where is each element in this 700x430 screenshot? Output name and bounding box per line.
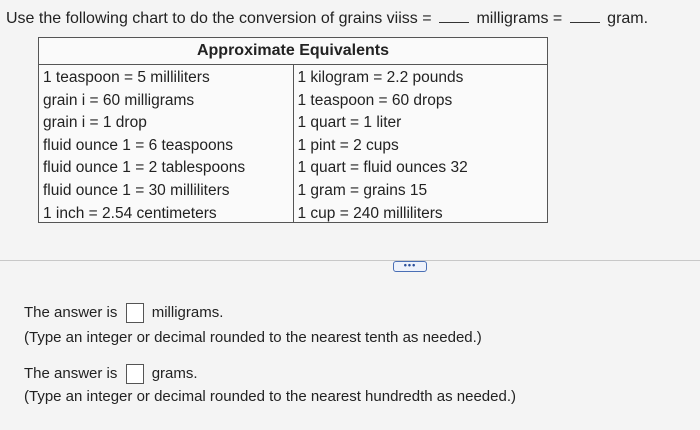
table-cell: 1 gram = grains 15 [297,181,428,199]
answer-prefix: The answer is [24,303,118,321]
answer-milligrams-note: (Type an integer or decimal rounded to the nearest tenth as needed.) [24,329,482,346]
question-text [6,8,696,28]
more-button[interactable]: ••• [393,261,427,272]
table-cell: 1 teaspoon = 5 milliliters [43,69,210,86]
table-title: Approximate Equivalents [39,38,547,65]
equivalents-table [38,37,548,223]
answer-unit: grams. [151,364,198,382]
blank-milligrams [439,8,469,23]
table-cell: 1 pint = 2 cups [297,136,399,154]
table-right-column [293,65,548,223]
blank-grams [570,8,600,23]
table-cell: 1 quart = 1 liter [297,114,402,132]
table-cell: grain i = 60 milligrams [43,91,195,109]
question-prefix: Use the following chart to do the conversion of grains viiss = [6,10,432,27]
table-cell: 1 inch = 2.54 centimeters [43,204,217,222]
answer-milligrams-line [24,303,223,323]
answer-grams-line [24,364,198,384]
table-cell: 1 kilogram = 2.2 pounds [297,69,464,86]
question-suffix: gram. [607,10,649,27]
table-cell: 1 quart = fluid ounces 32 [297,159,468,177]
answer-grams-note: (Type an integer or decimal rounded to the nearest hundredth as needed.) [24,388,516,405]
table-cell: fluid ounce 1 = 2 tablespoons [43,159,246,177]
answer-unit: milligrams. [151,303,224,321]
table-cell: fluid ounce 1 = 30 milliliters [43,181,230,199]
table-cell: 1 teaspoon = 60 drops [297,91,453,109]
table-cell: grain i = 1 drop [43,114,147,132]
table-cell: fluid ounce 1 = 6 teaspoons [43,136,234,154]
section-divider [0,260,700,261]
answer-grams-input[interactable] [126,364,144,384]
table-cell: 1 cup = 240 milliliters [297,204,443,222]
answer-milligrams-input[interactable] [126,303,144,323]
answer-prefix: The answer is [24,364,118,382]
question-mid: milligrams = [476,10,563,27]
table-left-column [39,65,293,223]
